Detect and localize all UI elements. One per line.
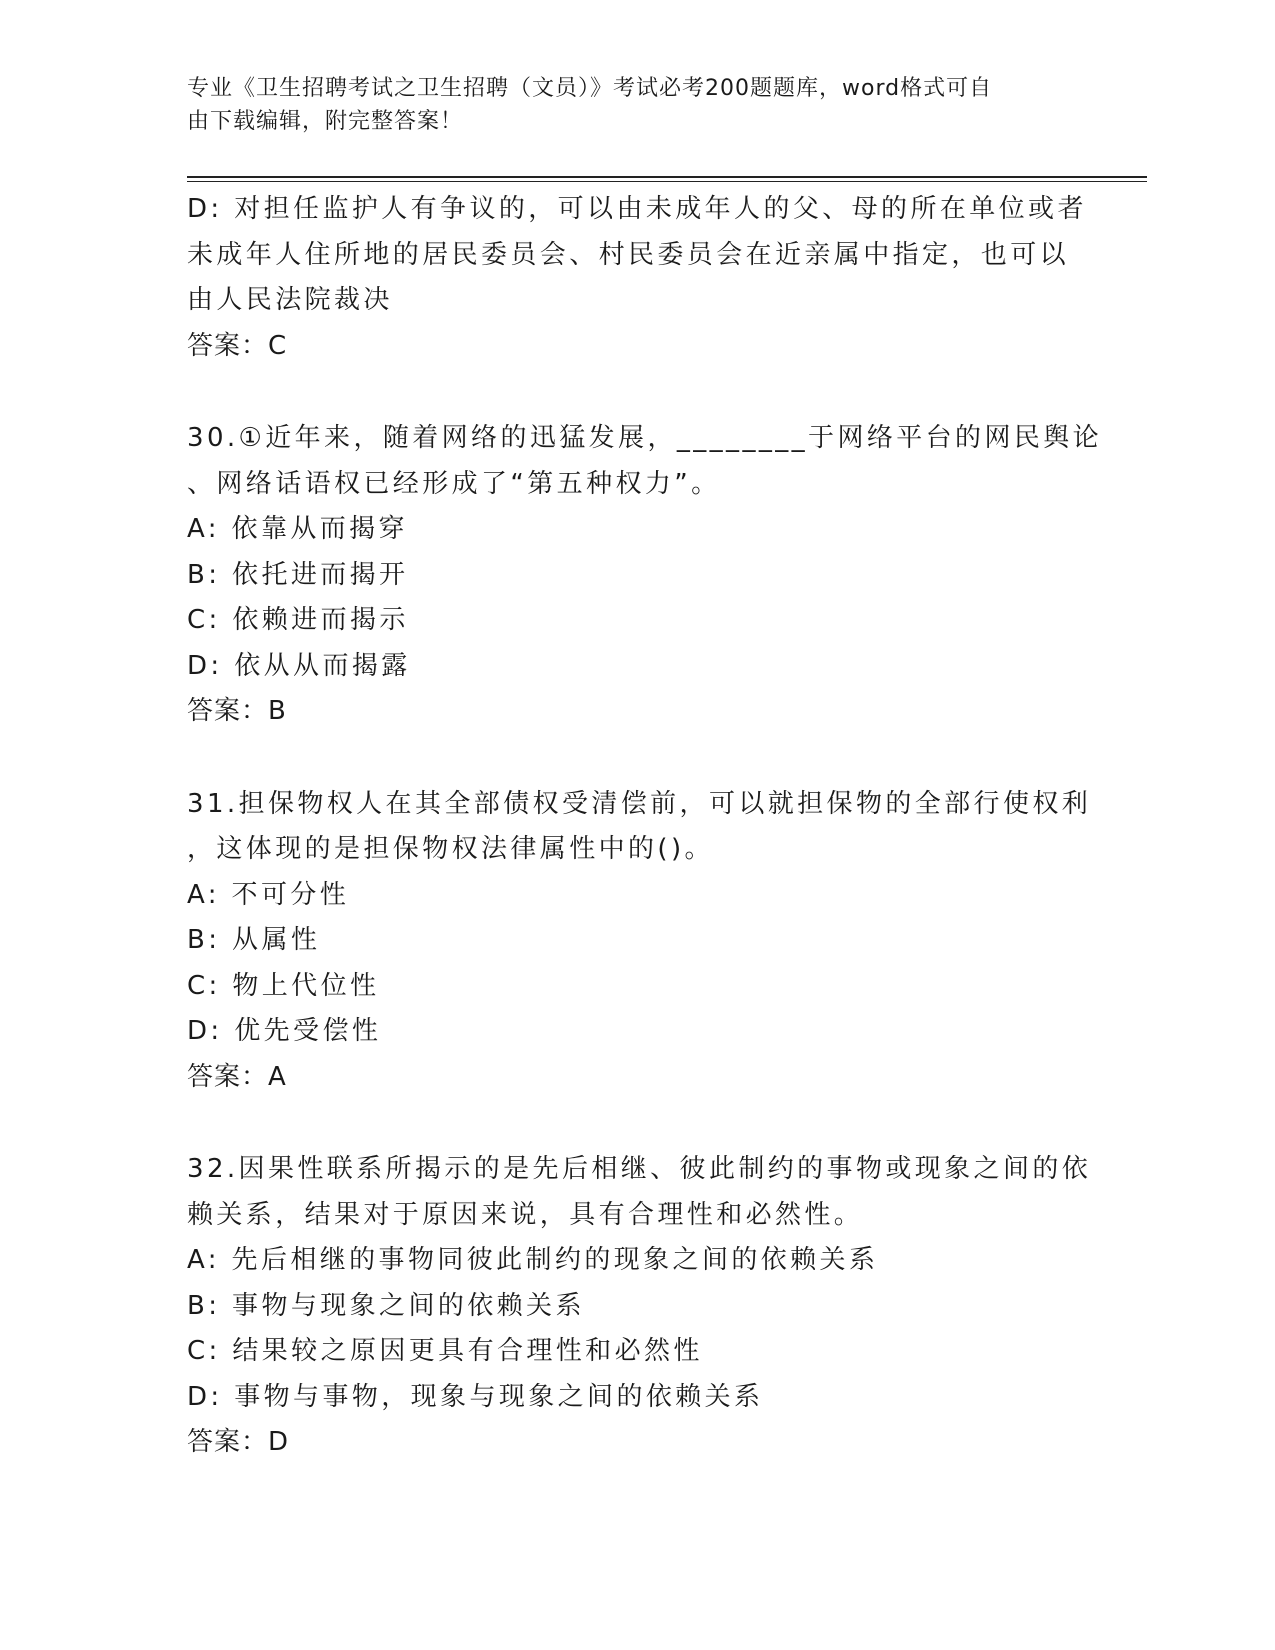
answer: 答案：C [187, 330, 288, 361]
header-divider-thin [187, 181, 1147, 182]
question-stem: 31.担保物权人在其全部债权受清偿前，可以就担保物的全部行使权利 [187, 788, 1092, 819]
prev-question-tail [187, 187, 1087, 369]
option-d: D: 依从从而揭露 [187, 650, 411, 681]
header-divider [187, 176, 1147, 178]
header-line: 专业《卫生招聘考试之卫生招聘（文员）》考试必考200题题库，word格式可自 [187, 76, 993, 101]
header-line: 由下载编辑，附完整答案！ [187, 109, 464, 134]
option-d: D: 对担任监护人有争议的，可以由未成年人的父、母的所在单位或者 [187, 194, 1087, 224]
question-32 [187, 1147, 1092, 1466]
spacer [187, 735, 1067, 782]
question-stem: 30.①近年来，随着网络的迅猛发展，________于网络平台的网民舆论 [187, 423, 1103, 453]
option-a: A: 不可分性 [187, 879, 350, 910]
question-stem: 、网络话语权已经形成了“第五种权力”。 [187, 468, 721, 499]
question-30 [187, 416, 1103, 735]
option-b: B: 从属性 [187, 925, 321, 955]
document-header [187, 72, 1067, 138]
question-stem: 赖关系，结果对于原因来说，具有合理性和必然性。 [187, 1199, 864, 1230]
option-d: D: 优先受偿性 [187, 1016, 382, 1046]
question-stem: 32.因果性联系所揭示的是先后相继、彼此制约的事物或现象之间的依 [187, 1154, 1092, 1184]
option-c: C: 结果较之原因更具有合理性和必然性 [187, 1336, 703, 1366]
question-stem: ，这体现的是担保物权法律属性中的()。 [187, 834, 714, 864]
option-d: 由人民法院裁决 [187, 285, 393, 315]
option-a: A: 先后相继的事物同彼此制约的现象之间的依赖关系 [187, 1245, 879, 1275]
spacer [187, 369, 1067, 416]
option-b: B: 事物与现象之间的依赖关系 [187, 1290, 585, 1321]
answer: 答案：A [187, 1061, 287, 1092]
option-a: A: 依靠从而揭穿 [187, 514, 408, 544]
question-31 [187, 782, 1092, 1101]
spacer [187, 1100, 1067, 1147]
option-d: D: 事物与事物，现象与现象之间的依赖关系 [187, 1381, 764, 1412]
option-d: 未成年人住所地的居民委员会、村民委员会在近亲属中指定，也可以 [187, 239, 1070, 270]
answer: 答案：D [187, 1427, 290, 1457]
option-c: C: 依赖进而揭示 [187, 605, 409, 635]
answer: 答案：B [187, 696, 287, 726]
option-c: C: 物上代位性 [187, 970, 380, 1001]
option-b: B: 依托进而揭开 [187, 559, 409, 590]
question-list [187, 187, 1103, 1466]
